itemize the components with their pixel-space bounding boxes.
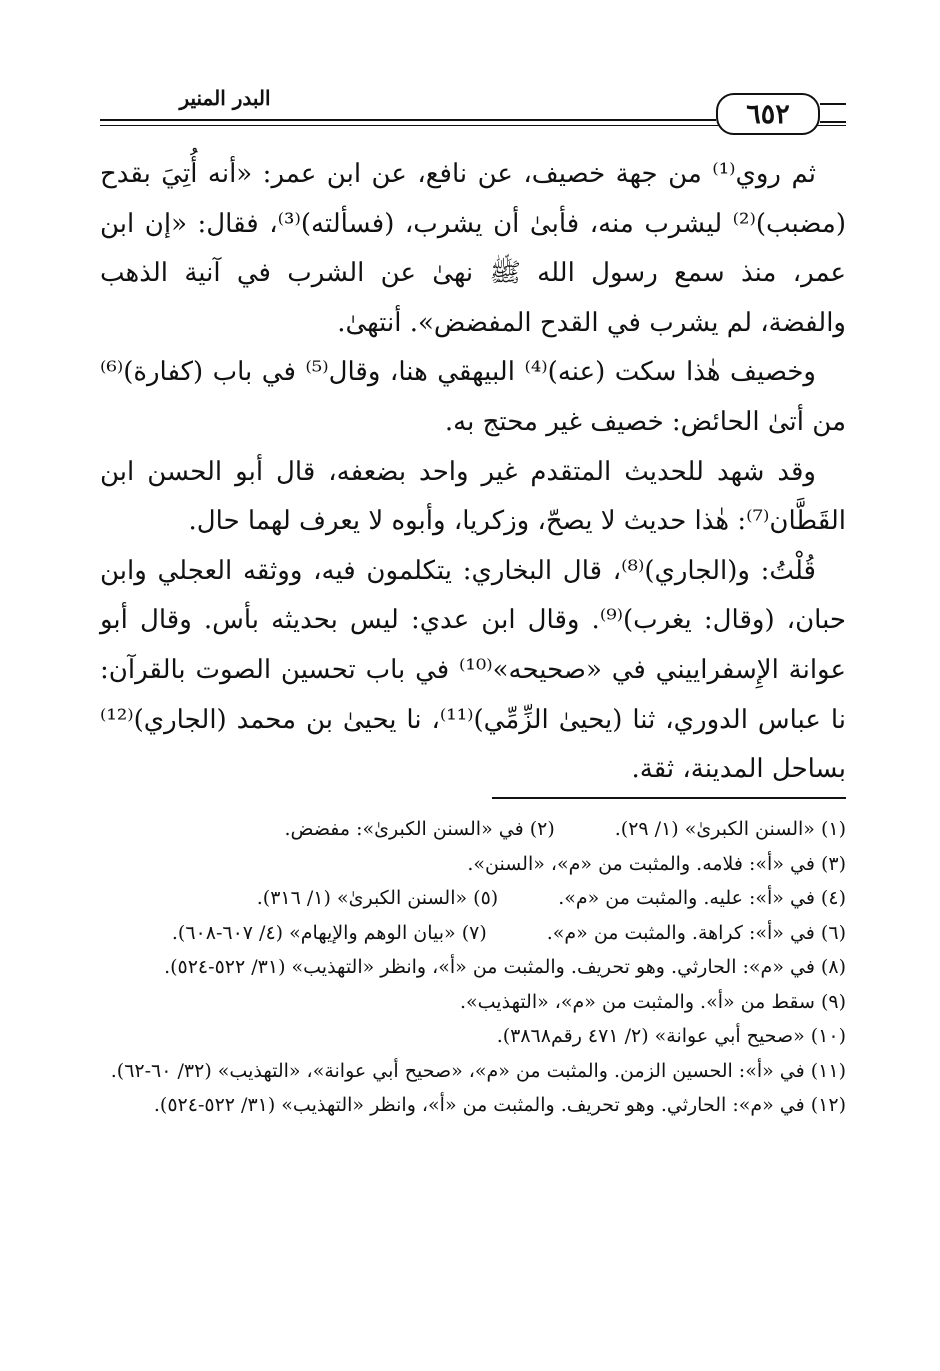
paragraph: وخصيف هٰذا سكت (عنه)⁽⁴⁾ البيهقي هنا، وقال⁽⁵⁾ في باب (كفارة)⁽⁶⁾ من أتىٰ الحائض: خصيف غير محتج به. [100,357,846,437]
page-number: ٦٥٢ [716,93,820,135]
footnote: (١٢) في «م»: الحارثي. وهو تحريف. والمثبت من «أ»، وانظر «التهذيب» (٣١/ ٥٢٢-٥٢٤). [153,1094,846,1116]
paragraph: قُلْتُ: و(الجاري)⁽⁸⁾، قال البخاري: يتكلمون فيه، ووثقه العجلي وابن حبان، (وقال: يغرب)⁽⁹⁾. وقال ابن عدي: ليس بحديثه بأس. وقال أبو عوانة الإِسفراييني في «صحيحه»⁽¹⁰⁾ في باب تحسين الصوت بالقرآن: نا عباس الدوري، ثنا (يحيىٰ الزِّمِّي)⁽¹¹⁾، نا يحيىٰ بن محمد (الجاري)⁽¹²⁾ بساحل المدينة، ثقة. [100,555,847,785]
header-rule-thick [100,119,716,121]
footnote: (٢) في «السنن الكبرىٰ»: مفضض. [284,818,555,840]
footnote: (٧) «بيان الوهم والإيهام» (٤/ ٦٠٧-٦٠٨). [171,921,487,944]
main-text [100,150,846,795]
footnote-separator [492,797,846,799]
footnote: (٨) في «م»: الحارثي. وهو تحريف. والمثبت من «أ»، وانظر «التهذيب» (٣١/ ٥٢٢-٥٢٤). [164,956,846,978]
footnote: (١٠) «صحيح أبي عوانة» (٢/ ٤٧١ رقم٣٨٦٨). [496,1025,846,1047]
footnote: (٥) «السنن الكبرىٰ» (١/ ٣١٦). [256,887,499,909]
footnote: (١) «السنن الكبرىٰ» (١/ ٢٩). [614,818,846,840]
footnote: (٩) سقط من «أ». والمثبت من «م»، «التهذيب». [459,990,846,1013]
footnote: (٦) في «أ»: كراهة. والمثبت من «م». [546,921,846,944]
footnote-row [100,916,846,951]
paragraph: وقد شهد للحديث المتقدم غير واحد بضعفه، قال أبو الحسن ابن القَطَّان⁽⁷⁾: هٰذا حديث لا يصحّ، وزكريا، وأبوه لا يعرف لهما حال. [100,456,846,537]
footnote: (١١) في «أ»: الحسين الزمن. والمثبت من «م»، «صحيح أبي عوانة»، «التهذيب» (٣٢/ ٦٠-٦٢). [110,1059,846,1082]
footnote-row [100,881,846,916]
footnotes [100,812,846,1123]
running-header-title: البدر المنير [179,86,271,110]
header-ornament [820,103,846,123]
footnote-row [100,812,846,847]
footnote: (٣) في «أ»: فلامه. والمثبت من «م»، «السنن». [467,852,846,875]
footnote: (٤) في «أ»: عليه. والمثبت من «م». [558,887,846,909]
paragraph: ثم روي⁽¹⁾ من جهة خصيف، عن نافع، عن ابن عمر: «أنه أُتِيَ بقدح (مضبب)⁽²⁾ ليشرب منه، فأبىٰ أن يشرب، (فسألته)⁽³⁾، فقال: «إن ابن عمر، منذ سمع رسول الله ﷺ نهىٰ عن الشرب في آنية الذهب والفضة، لم يشرب في القدح المفضض». أنتهىٰ. [100,159,846,338]
